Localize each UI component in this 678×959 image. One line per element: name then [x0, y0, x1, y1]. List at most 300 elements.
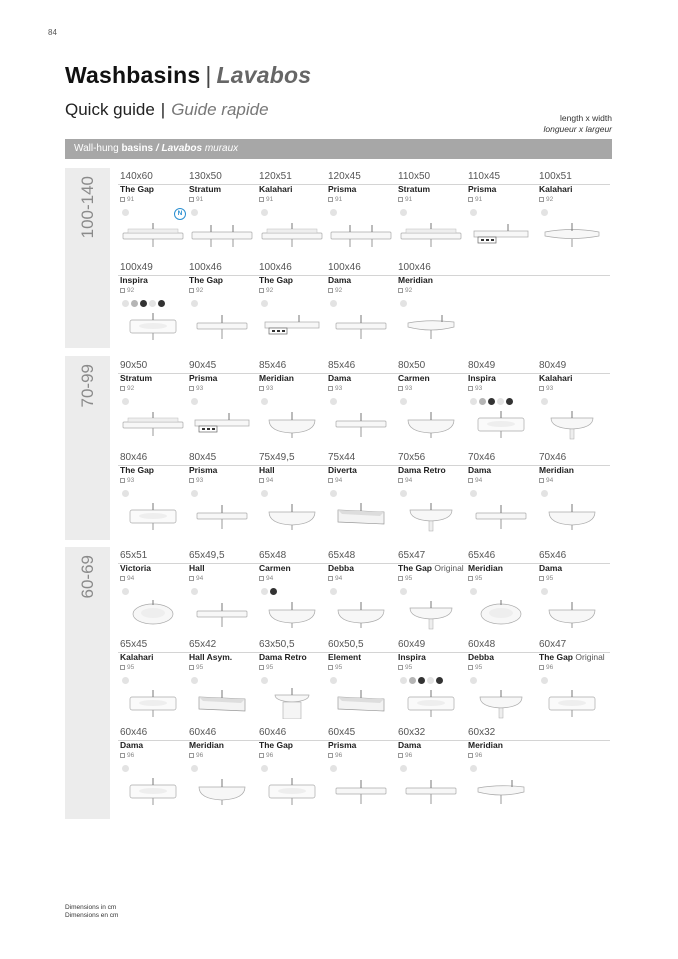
product-card[interactable]: [120, 171, 188, 251]
product-dimensions: 85x46: [259, 360, 287, 371]
product-card[interactable]: [398, 550, 466, 630]
color-options: [330, 587, 337, 596]
color-swatch[interactable]: [261, 490, 268, 497]
color-options: [191, 489, 198, 498]
product-card[interactable]: [259, 360, 327, 440]
product-page-ref: 95: [120, 664, 188, 672]
product-name-text: The Gap: [398, 563, 433, 573]
product-card[interactable]: [398, 727, 466, 807]
product-dimensions: 65x42: [189, 639, 217, 650]
product-name-text: Carmen: [259, 563, 291, 573]
product-name-text: Dama: [398, 740, 422, 750]
basin-image: [468, 775, 534, 807]
product-page-ref: 94: [259, 575, 327, 583]
product-card[interactable]: [259, 639, 327, 719]
basin-image: [120, 310, 186, 342]
product-name-text: The Gap: [539, 652, 574, 662]
product-card[interactable]: [468, 452, 536, 532]
product-card[interactable]: [398, 262, 466, 342]
product-name: [328, 275, 396, 285]
product-dimensions: 80x49: [539, 360, 567, 371]
product-card[interactable]: [328, 360, 396, 440]
product-dimensions: 75x49,5: [259, 452, 295, 463]
color-options: [400, 299, 407, 308]
product-name: [468, 563, 536, 573]
product-card[interactable]: [539, 639, 607, 719]
product-page-ref: 93: [328, 385, 396, 393]
product-card[interactable]: [259, 171, 327, 251]
product-name-text: Debba: [468, 652, 494, 662]
product-name: [328, 184, 396, 194]
basin-image: [328, 408, 394, 440]
product-card[interactable]: [259, 262, 327, 342]
color-swatch[interactable]: [400, 490, 407, 497]
color-swatch[interactable]: [261, 588, 268, 595]
product-name-text: The Gap: [120, 465, 155, 475]
color-swatch[interactable]: [330, 765, 337, 772]
product-dimensions: 140x60: [120, 171, 153, 182]
product-card[interactable]: [398, 452, 466, 532]
color-swatch[interactable]: [191, 490, 198, 497]
product-card[interactable]: [539, 452, 607, 532]
color-swatch[interactable]: [400, 300, 407, 307]
dimension-note: [543, 113, 612, 135]
basin-image: [539, 687, 605, 719]
product-name-text: Prisma: [328, 740, 357, 750]
product-page-ref: 94: [120, 575, 188, 583]
product-card[interactable]: [398, 360, 466, 440]
color-swatch[interactable]: [261, 765, 268, 772]
basin-image: [259, 310, 325, 342]
color-swatch[interactable]: [122, 209, 129, 216]
color-swatch[interactable]: [191, 398, 198, 405]
color-swatch[interactable]: [122, 490, 129, 497]
band-fr-bold: Lavabos: [161, 143, 203, 154]
color-swatch[interactable]: [131, 300, 138, 307]
color-swatch[interactable]: [330, 677, 337, 684]
product-name: [189, 275, 257, 285]
product-page-ref: 95: [468, 664, 536, 672]
product-page-ref: 93: [120, 477, 188, 485]
product-page-ref: 91: [189, 196, 257, 204]
color-swatch[interactable]: [470, 677, 477, 684]
product-card[interactable]: [120, 639, 188, 719]
color-swatch[interactable]: [470, 398, 477, 405]
product-dimensions: 60x46: [189, 727, 217, 738]
product-dimensions: 110x50: [398, 171, 431, 182]
basin-image: [468, 408, 534, 440]
product-dimensions: 100x46: [189, 262, 222, 273]
product-name-text: Dama: [328, 275, 352, 285]
color-options: [400, 489, 407, 498]
color-swatch[interactable]: [191, 677, 198, 684]
color-options: [261, 587, 277, 596]
color-swatch[interactable]: [400, 765, 407, 772]
color-swatch[interactable]: [261, 209, 268, 216]
color-options: [541, 489, 548, 498]
product-card[interactable]: [120, 360, 188, 440]
product-dimensions: 65x48: [259, 550, 287, 561]
color-options: [261, 489, 268, 498]
product-name: [398, 652, 466, 662]
product-card[interactable]: [539, 550, 607, 630]
product-page-ref: 96: [120, 752, 188, 760]
product-card[interactable]: [398, 639, 466, 719]
color-options: [122, 208, 129, 217]
product-card[interactable]: [328, 550, 396, 630]
product-page-ref: 96: [259, 752, 327, 760]
color-swatch[interactable]: [470, 209, 477, 216]
product-page-ref: 94: [468, 477, 536, 485]
product-page-ref: 92: [189, 287, 257, 295]
color-swatch[interactable]: [191, 765, 198, 772]
product-card[interactable]: [468, 360, 536, 440]
basin-image: [539, 500, 605, 532]
color-swatch[interactable]: [400, 588, 407, 595]
product-card[interactable]: [259, 727, 327, 807]
color-swatch[interactable]: [122, 588, 129, 595]
color-options: [400, 764, 407, 773]
product-page-ref: 96: [328, 752, 396, 760]
title-main: Washbasins: [65, 62, 201, 88]
product-card[interactable]: [539, 171, 607, 251]
product-dimensions: 100x46: [259, 262, 292, 273]
product-card[interactable]: [468, 550, 536, 630]
color-options: [470, 676, 477, 685]
product-name: [328, 373, 396, 383]
product-dimensions: 65x46: [539, 550, 567, 561]
color-swatch[interactable]: [488, 398, 495, 405]
color-options: [191, 587, 198, 596]
color-options: [122, 676, 129, 685]
color-options: [541, 208, 548, 217]
product-card[interactable]: [539, 360, 607, 440]
color-swatch[interactable]: [122, 765, 129, 772]
product-card[interactable]: [120, 452, 188, 532]
product-name: [328, 563, 396, 573]
basin-image: [189, 219, 255, 251]
product-page-ref: 92: [328, 287, 396, 295]
product-page-ref: 91: [398, 196, 466, 204]
product-dimensions: 70x46: [468, 452, 496, 463]
product-card[interactable]: [398, 171, 466, 251]
color-options: [330, 299, 337, 308]
color-options: [261, 397, 268, 406]
product-name-text: Inspira: [398, 652, 426, 662]
product-page-ref: 92: [259, 287, 327, 295]
basin-image: [259, 408, 325, 440]
product-dimensions: 60x47: [539, 639, 567, 650]
product-card[interactable]: [120, 550, 188, 630]
product-name: [120, 652, 188, 662]
color-options: [261, 676, 268, 685]
color-swatch[interactable]: [506, 398, 513, 405]
color-options: [330, 397, 337, 406]
color-options: [541, 587, 548, 596]
color-swatch[interactable]: [191, 300, 198, 307]
product-name-text: Debba: [328, 563, 354, 573]
color-options: [330, 676, 337, 685]
product-name: [539, 465, 607, 475]
basin-image: [120, 500, 186, 532]
color-swatch[interactable]: [541, 588, 548, 595]
product-name: [259, 740, 327, 750]
product-card[interactable]: [189, 550, 257, 630]
color-swatch[interactable]: [400, 677, 407, 684]
color-options: [470, 208, 477, 217]
color-options: [191, 764, 198, 773]
basin-image: [259, 219, 325, 251]
product-page-ref: 95: [539, 575, 607, 583]
color-swatch[interactable]: [541, 677, 548, 684]
product-card[interactable]: [189, 360, 257, 440]
product-name: [539, 373, 607, 383]
band-fr-rest: muraux: [204, 143, 239, 154]
product-name: [398, 275, 466, 285]
product-page-ref: 95: [259, 664, 327, 672]
product-name: [468, 652, 536, 662]
section-label: 70-99: [77, 364, 97, 408]
color-swatch[interactable]: [497, 398, 504, 405]
basin-image: [539, 408, 605, 440]
page-number: 84: [48, 28, 57, 37]
color-options: [122, 489, 129, 498]
color-swatch[interactable]: [330, 490, 337, 497]
band-bold: basins: [121, 143, 154, 154]
basin-image: [328, 687, 394, 719]
product-name-text: Stratum: [189, 184, 222, 194]
product-card[interactable]: [328, 262, 396, 342]
color-swatch[interactable]: [330, 300, 337, 307]
product-dimensions: 100x46: [328, 262, 361, 273]
product-card[interactable]: [259, 452, 327, 532]
product-dimensions: 110x45: [468, 171, 501, 182]
color-swatch[interactable]: [122, 677, 129, 684]
basin-image: [468, 687, 534, 719]
product-name-text: Carmen: [398, 373, 430, 383]
basin-image: [120, 687, 186, 719]
product-name-text: Dama: [539, 563, 563, 573]
product-page-ref: 93: [539, 385, 607, 393]
color-swatch[interactable]: [191, 209, 198, 216]
product-dimensions: 65x49,5: [189, 550, 225, 561]
product-name: [398, 563, 466, 573]
color-swatch[interactable]: [149, 300, 156, 307]
product-card[interactable]: [259, 550, 327, 630]
color-swatch[interactable]: [470, 765, 477, 772]
product-name-text: Hall: [189, 563, 205, 573]
product-card[interactable]: [189, 727, 257, 807]
product-name-text: Prisma: [189, 465, 218, 475]
product-page-ref: 92: [539, 196, 607, 204]
product-page-ref: 94: [328, 575, 396, 583]
product-page-ref: 91: [328, 196, 396, 204]
color-options: [470, 764, 477, 773]
product-card[interactable]: [328, 452, 396, 532]
product-page-ref: 94: [189, 575, 257, 583]
basin-image: [328, 219, 394, 251]
product-name-suffix: Original: [575, 652, 605, 662]
color-options: [541, 676, 548, 685]
basin-image: [468, 500, 534, 532]
section-60-69: [65, 547, 110, 819]
footer-fr: Dimensions en cm: [65, 912, 119, 919]
product-name-text: Prisma: [468, 184, 497, 194]
color-swatch[interactable]: [400, 209, 407, 216]
product-dimensions: 65x48: [328, 550, 356, 561]
basin-image: [328, 500, 394, 532]
product-name-suffix: Original: [434, 563, 464, 573]
basin-image: [259, 775, 325, 807]
product-page-ref: 96: [189, 752, 257, 760]
product-page-ref: 95: [468, 575, 536, 583]
color-swatch[interactable]: [158, 300, 165, 307]
section-70-99: [65, 356, 110, 540]
product-page-ref: 95: [398, 575, 466, 583]
product-name: [189, 563, 257, 573]
product-name: [120, 563, 188, 573]
product-name: [189, 184, 257, 194]
color-options: [191, 299, 198, 308]
product-name-text: Meridian: [189, 740, 224, 750]
color-swatch[interactable]: [140, 300, 147, 307]
color-swatch[interactable]: [409, 677, 416, 684]
section-100-140: [65, 168, 110, 348]
new-badge-icon: N: [174, 208, 186, 220]
product-dimensions: 100x46: [398, 262, 431, 273]
product-name: [539, 563, 607, 573]
color-swatch[interactable]: [261, 398, 268, 405]
color-options: [122, 299, 165, 308]
color-swatch[interactable]: [270, 588, 277, 595]
product-name-text: Stratum: [120, 373, 153, 383]
color-swatch[interactable]: [122, 398, 129, 405]
product-name: [120, 184, 188, 194]
product-name-text: Prisma: [328, 184, 357, 194]
color-options: [191, 208, 198, 217]
product-card[interactable]: [468, 727, 536, 807]
product-card[interactable]: [189, 171, 257, 251]
basin-image: [398, 598, 464, 630]
product-name-text: Hall: [259, 465, 275, 475]
product-card[interactable]: [328, 171, 396, 251]
color-swatch[interactable]: [541, 398, 548, 405]
product-name: [120, 275, 188, 285]
product-name-text: The Gap: [259, 275, 294, 285]
product-name: [259, 373, 327, 383]
product-dimensions: 65x51: [120, 550, 148, 561]
product-dimensions: 90x45: [189, 360, 217, 371]
color-swatch[interactable]: [400, 398, 407, 405]
product-name-text: Meridian: [468, 563, 503, 573]
product-card[interactable]: [189, 452, 257, 532]
product-page-ref: 93: [259, 385, 327, 393]
basin-image: [398, 310, 464, 342]
product-page-ref: 92: [398, 287, 466, 295]
product-page-ref: 93: [468, 385, 536, 393]
product-name-text: Kalahari: [259, 184, 293, 194]
product-name: [259, 275, 327, 285]
product-card[interactable]: [328, 727, 396, 807]
product-page-ref: 94: [398, 477, 466, 485]
band-pre: Wall-hung: [74, 143, 119, 154]
product-name: [468, 184, 536, 194]
product-name-text: Stratum: [398, 184, 431, 194]
basin-image: [189, 408, 255, 440]
section-label: 60-69: [77, 555, 97, 599]
product-dimensions: 120x45: [328, 171, 361, 182]
color-options: [261, 299, 268, 308]
product-page-ref: 91: [120, 196, 188, 204]
basin-image: [259, 500, 325, 532]
product-name: [120, 373, 188, 383]
product-name-text: Dama Retro: [259, 652, 307, 662]
color-swatch[interactable]: [541, 209, 548, 216]
product-card[interactable]: [120, 727, 188, 807]
color-swatch[interactable]: [261, 677, 268, 684]
color-swatch[interactable]: [261, 300, 268, 307]
color-options: [330, 489, 337, 498]
product-card[interactable]: [189, 639, 257, 719]
product-card[interactable]: [468, 639, 536, 719]
product-name-text: Inspira: [468, 373, 496, 383]
product-name: [259, 652, 327, 662]
basin-image: [189, 310, 255, 342]
color-swatch[interactable]: [330, 588, 337, 595]
product-dimensions: 80x46: [120, 452, 148, 463]
color-swatch[interactable]: [418, 677, 425, 684]
color-options: [330, 764, 337, 773]
product-dimensions: 60x48: [468, 639, 496, 650]
product-name-text: The Gap: [189, 275, 224, 285]
color-swatch[interactable]: [191, 588, 198, 595]
color-swatch[interactable]: [541, 490, 548, 497]
subtitle-separator: |: [160, 100, 166, 119]
basin-image: [328, 775, 394, 807]
color-swatch[interactable]: [479, 398, 486, 405]
color-options: [470, 397, 513, 406]
product-name-text: Kalahari: [539, 184, 573, 194]
product-name-text: Meridian: [539, 465, 574, 475]
color-swatch[interactable]: [470, 490, 477, 497]
color-swatch[interactable]: [122, 300, 129, 307]
product-card[interactable]: [328, 639, 396, 719]
color-swatch[interactable]: [470, 588, 477, 595]
product-dimensions: 60x49: [398, 639, 426, 650]
section-label: 100-140: [77, 176, 97, 239]
color-swatch[interactable]: [330, 209, 337, 216]
color-swatch[interactable]: [436, 677, 443, 684]
basin-image: [328, 598, 394, 630]
product-dimensions: 60x32: [398, 727, 426, 738]
product-card[interactable]: [120, 262, 188, 342]
color-swatch[interactable]: [330, 398, 337, 405]
product-dimensions: 80x50: [398, 360, 426, 371]
product-card[interactable]: [189, 262, 257, 342]
color-options: [400, 676, 443, 685]
color-options: [470, 489, 477, 498]
product-card[interactable]: [468, 171, 536, 251]
basin-image: [120, 219, 186, 251]
product-name-text: Meridian: [259, 373, 294, 383]
basin-image: [120, 775, 186, 807]
dimension-note-en: length x width: [560, 113, 612, 123]
product-dimensions: 80x45: [189, 452, 217, 463]
product-name-text: Dama: [328, 373, 352, 383]
product-name: [189, 740, 257, 750]
product-name-text: Kalahari: [539, 373, 573, 383]
color-swatch[interactable]: [427, 677, 434, 684]
